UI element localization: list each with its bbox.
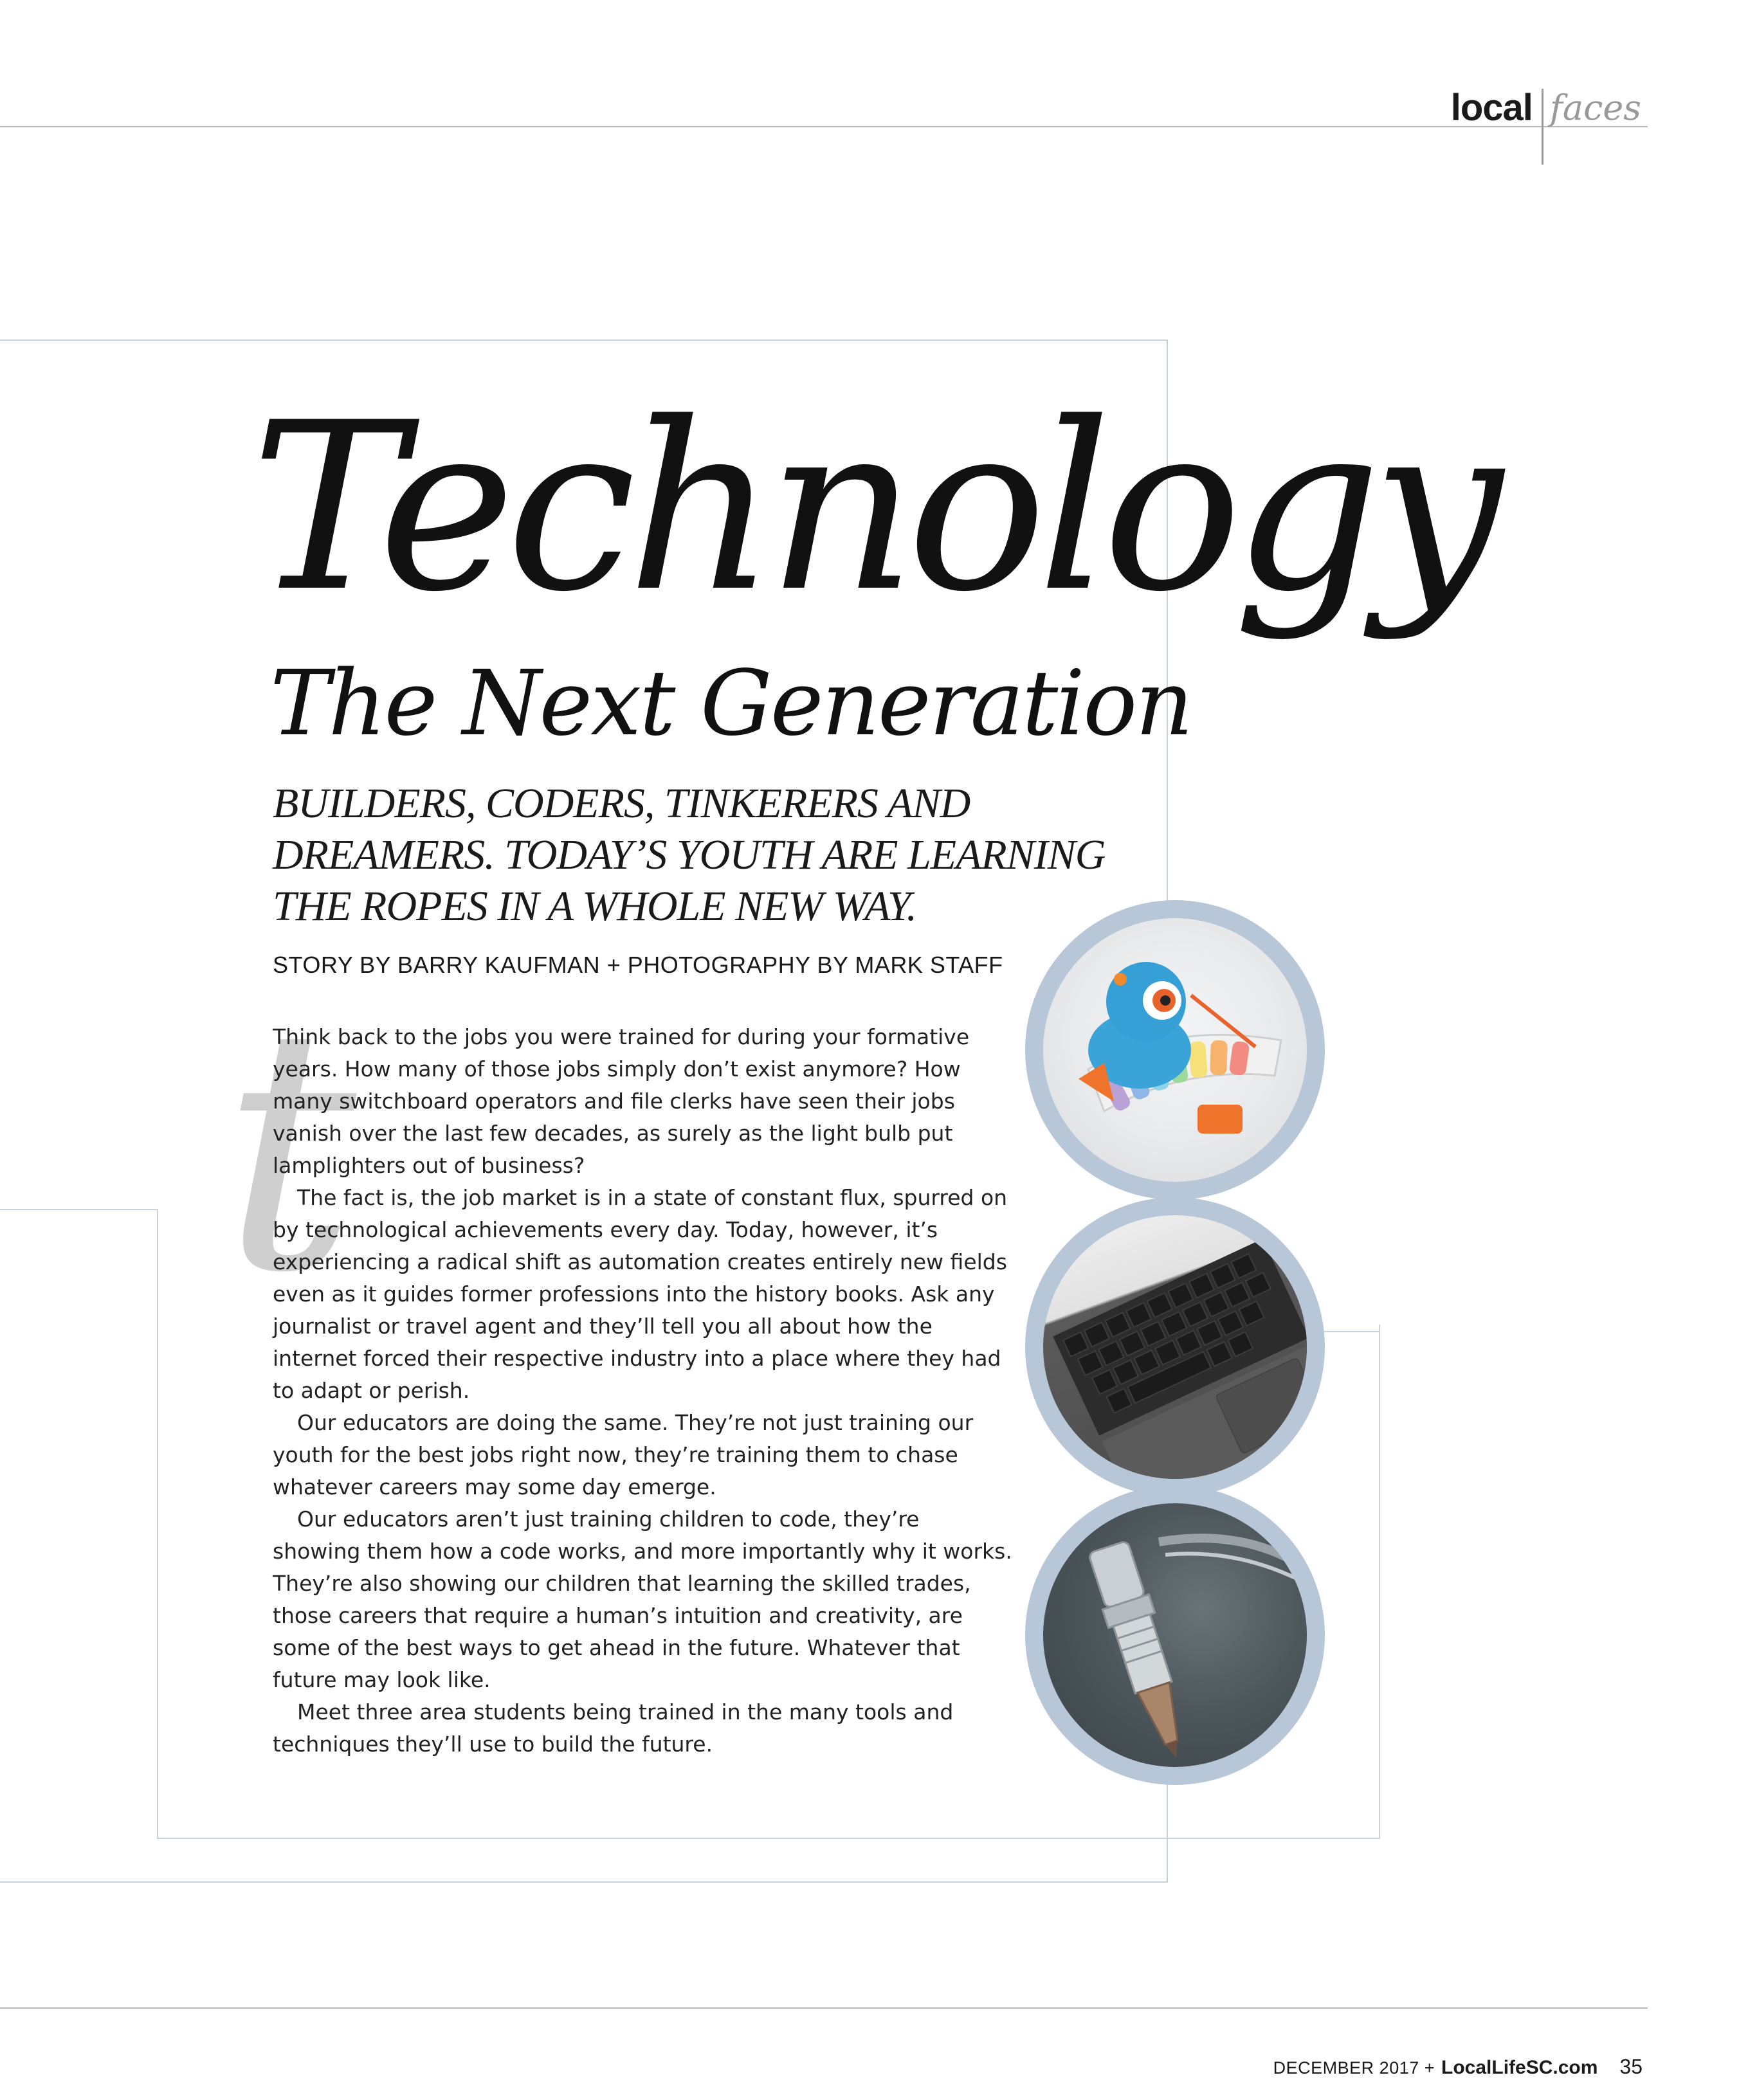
frame-lower-left xyxy=(0,1209,158,1839)
section-brand xyxy=(1451,89,1641,165)
brand-local: local xyxy=(1450,87,1533,129)
article-deck xyxy=(273,778,1134,932)
brand-faces: faces xyxy=(1549,87,1641,128)
photo-circle-robot xyxy=(1025,900,1325,1200)
article-title: Technology xyxy=(251,373,1494,642)
deck-line: DREAMERS. TODAY’S YOUTH ARE LEARNING xyxy=(273,831,1106,878)
robot-xylophone-illustration xyxy=(1043,918,1307,1182)
brand-divider xyxy=(1542,89,1543,165)
body-paragraph: Our educators are doing the same. They’re not just training our youth for the best jobs right now, they’re training them to chase whatever careers may some day emerge. xyxy=(273,1410,974,1499)
body-paragraph: Our educators aren’t just training children to code, they’re showing them how a code works, and more importantly why it works. They’re also showing our children that learning the skilled trades, those careers that require a human’s intuition and creativity, are some of the best ways to get ahead in the future. Whatever that future may look like. xyxy=(273,1507,1012,1692)
laptop-keyboard-photo xyxy=(1043,1215,1307,1479)
body-paragraph: Meet three area students being trained in the many tools and techniques they’ll use to build the future. xyxy=(273,1699,954,1757)
deck-line: THE ROPES IN A WHOLE NEW WAY. xyxy=(273,883,917,930)
page-footer xyxy=(1273,2055,1643,2079)
footer-site: LocalLifeSC.com xyxy=(1441,2057,1598,2078)
metal-tool-illustration xyxy=(1043,1503,1307,1767)
robot-xylophone-photo xyxy=(1043,918,1307,1182)
article-subtitle: The Next Generation xyxy=(270,651,1192,756)
photo-circle-tool xyxy=(1025,1485,1325,1785)
article-body xyxy=(273,1021,1012,1761)
body-paragraph: Think back to the jobs you were trained for during your formative years. How many of those jobs simply don’t exist anymore? How many switchboard operators and file clerks have seen their jobs vanish over the last few decades, as surely as the light bulb put lamplighters out of business? xyxy=(273,1024,970,1178)
frame-right xyxy=(1312,1331,1380,1839)
metal-tool-photo xyxy=(1043,1503,1307,1767)
deck-line: BUILDERS, CODERS, TINKERERS AND xyxy=(273,780,970,827)
footer-date: DECEMBER 2017 + xyxy=(1273,2058,1435,2077)
laptop-keyboard-illustration xyxy=(1043,1215,1307,1479)
header-rule xyxy=(0,126,1648,127)
photo-circle-laptop xyxy=(1025,1197,1325,1497)
footer-rule xyxy=(0,2007,1648,2009)
page-number: 35 xyxy=(1619,2055,1643,2078)
body-paragraph: The fact is, the job market is in a state of constant flux, spurred on by technological achievements every day. Today, however, it’s experiencing a radical shift as automation creates entirely new fields even as it guides former professions into the history books. Ask any journalist or travel agent and they’ll tell you all about how the internet forced their respective industry into a place where they had to adapt or perish. xyxy=(273,1185,1008,1403)
byline: STORY BY BARRY KAUFMAN + PHOTOGRAPHY BY MARK STAFF xyxy=(273,952,1003,978)
drop-cap: t xyxy=(222,956,356,1346)
